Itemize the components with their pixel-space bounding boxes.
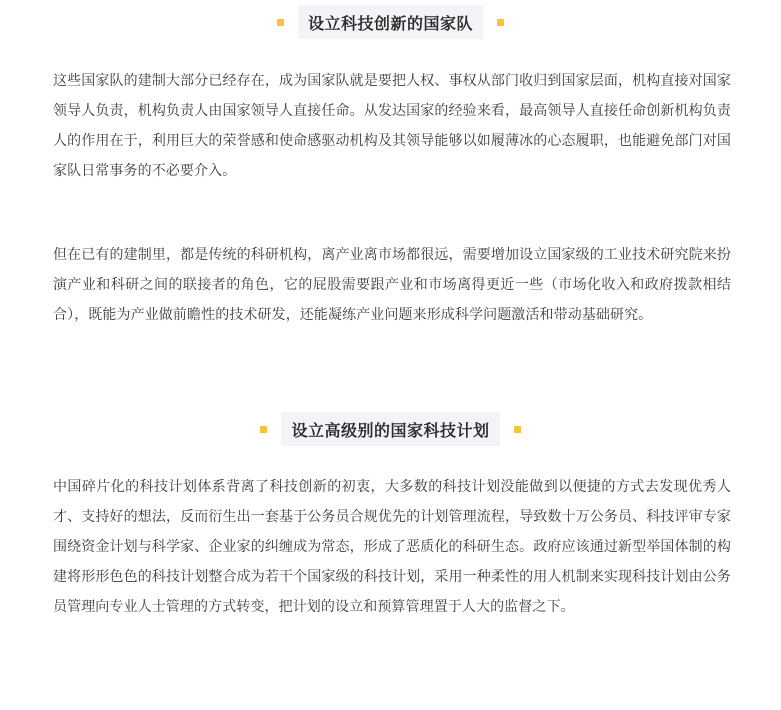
section-heading-row (0, 412, 781, 446)
paragraph: 这些国家队的建制大部分已经存在，成为国家队就是要把人权、事权从部门收归到国家层面，机构直接对国家领导人负责，机构负责人由国家领导人直接任命。从发达国家的经验来看，最高领导人直接任命创新机构负责人的作用在于，利用巨大的荣誉感和使命感驱动机构及其领导能够以如履薄冰的心态履职，也能避免部门对国家队日常事务的不必要介入。 (53, 73, 731, 179)
section-heading-text: 设立科技创新的国家队 (307, 13, 473, 33)
section-heading-row (0, 5, 781, 39)
paragraph: 但在已有的建制里，都是传统的科研机构，离产业离市场都很远，需要增加设立国家级的工业技术研究院来扮演产业和科研之间的联接者的角色，它的屁股需要跟产业和市场离得更近一些（市场化收入和政府拨款相结合），既能为产业做前瞻性的技术研发，还能凝练产业问题来形成科学问题激活和带动基础研究。 (53, 247, 731, 323)
square-bullet-icon (514, 426, 521, 433)
square-bullet-icon (277, 19, 284, 26)
square-bullet-icon (497, 19, 504, 26)
section-heading (298, 5, 483, 39)
section-heading (281, 412, 499, 446)
section-heading-text: 设立高级别的国家科技计划 (291, 420, 490, 440)
square-bullet-icon (260, 426, 267, 433)
paragraph: 中国碎片化的科技计划体系背离了科技创新的初衷，大多数的科技计划没能做到以便捷的方式去发现优秀人才、支持好的想法，反而衍生出一套基于公务员合规优先的计划管理流程，导致数十万公务员、科技评审专家围绕资金计划与科学家、企业家的纠缠成为常态，形成了恶质化的科研生态。政府应该通过新型举国体制的构建将形形色色的科技计划整合成为若干个国家级的科技计划，采用一种柔性的用人机制来实现科技计划由公务员管理向专业人士管理的方式转变，把计划的设立和预算管理置于人大的监督之下。 (53, 479, 731, 615)
